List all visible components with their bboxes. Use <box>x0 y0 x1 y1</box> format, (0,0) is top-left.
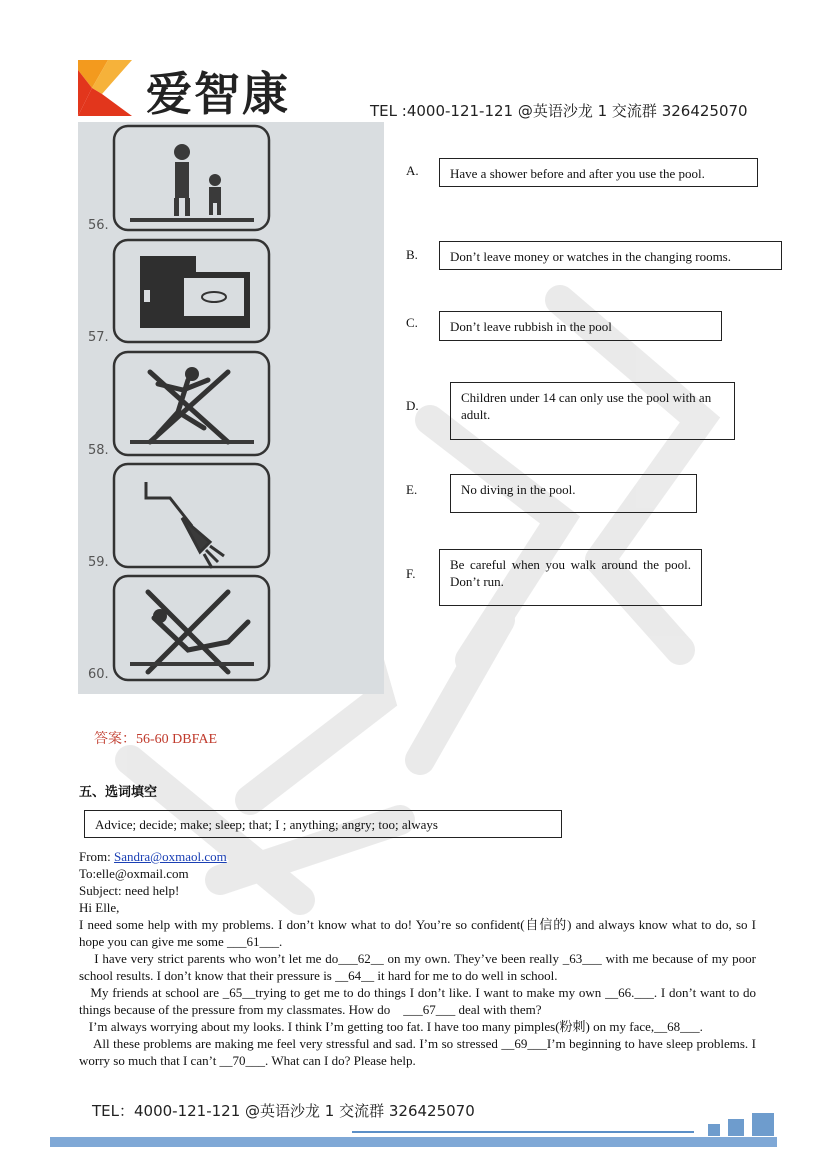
email-paragraph-2: I have very strict parents who won’t let me do___62__ on my own. They’ve been really _63___ with me because of my poor school results. I don’t know that their pressure is __64__ it hard for me to do well in school. <box>79 951 760 983</box>
email-from <box>79 848 756 865</box>
option-letter-f: F. <box>406 566 416 581</box>
footer-square-medium <box>728 1119 744 1136</box>
option-letter-d: D. <box>406 398 419 413</box>
email-greeting: Hi Elle, <box>79 900 120 915</box>
option-text-f: Be careful when you walk around the pool. Don’t run. <box>439 549 702 606</box>
footer-square-large <box>752 1113 774 1136</box>
option-text-a: Have a shower before and after you use the pool. <box>439 158 758 187</box>
email-paragraph-5: All these problems are making me feel very stressful and sad. I’m so stressed __69___I’m beginning to have sleep problems. I worry so much that I can’t __70___. What can I do? Please help. <box>79 1036 760 1068</box>
email-paragraph-1: I need some help with my problems. I don’t know what to do! You’re so confident(自信的) and always know what to do, so I hope you can give me some ___61___. <box>79 917 756 949</box>
footer-bar <box>50 1137 777 1147</box>
option-text-e: No diving in the pool. <box>450 474 697 513</box>
brand-name: 爱智康 <box>146 67 290 121</box>
footer-contact: TEL：4000-121-121 @英语沙龙 1 交流群 326425070 <box>92 1102 475 1120</box>
brand-logo-icon <box>78 60 132 116</box>
footer-square-small <box>708 1124 720 1136</box>
picture-number-56: 56. <box>88 218 109 233</box>
word-bank: Advice; decide; make; sleep; that; I ; anything; angry; too; always <box>84 810 562 838</box>
email-body <box>79 848 760 1069</box>
picture-number-58: 58. <box>88 443 109 458</box>
answer-text: 答案：56-60 DBFAE <box>94 732 218 747</box>
option-letter-e: E. <box>406 482 418 497</box>
option-letter-b: B. <box>406 247 418 262</box>
option-text-d: Children under 14 can only use the pool with an adult. <box>450 382 735 440</box>
option-text-b: Don’t leave money or watches in the changing rooms. <box>439 241 782 270</box>
email-paragraph-4: I’m always worrying about my looks. I think I’m getting too fat. I have too many pimples(粉刺) on my face,__68___. <box>79 1019 703 1034</box>
email-paragraph-3: My friends at school are _65__trying to get me to do things I don’t like. I want to make my own __66.___. I don’t want to do things because of the pressure from my classmates. How do ___67___ deal with them? <box>79 985 760 1017</box>
email-subject: Subject: need help! <box>79 883 180 898</box>
footer-divider <box>352 1131 694 1133</box>
pool-rules-picture <box>78 122 384 694</box>
picture-number-60: 60. <box>88 667 109 682</box>
email-from-link[interactable]: Sandra@oxmaol.com <box>114 849 227 864</box>
email-from-label: From: <box>79 849 115 864</box>
option-text-c: Don’t leave rubbish in the pool <box>439 311 722 341</box>
picture-number-57: 57. <box>88 330 109 345</box>
email-to: To:elle@oxmail.com <box>79 866 189 881</box>
picture-number-59: 59. <box>88 555 109 570</box>
section-title: 五、选词填空 <box>79 785 158 800</box>
option-letter-a: A. <box>406 163 419 178</box>
option-letter-c: C. <box>406 315 418 330</box>
header-contact: TEL :4000-121-121 @英语沙龙 1 交流群 326425070 <box>370 102 748 120</box>
